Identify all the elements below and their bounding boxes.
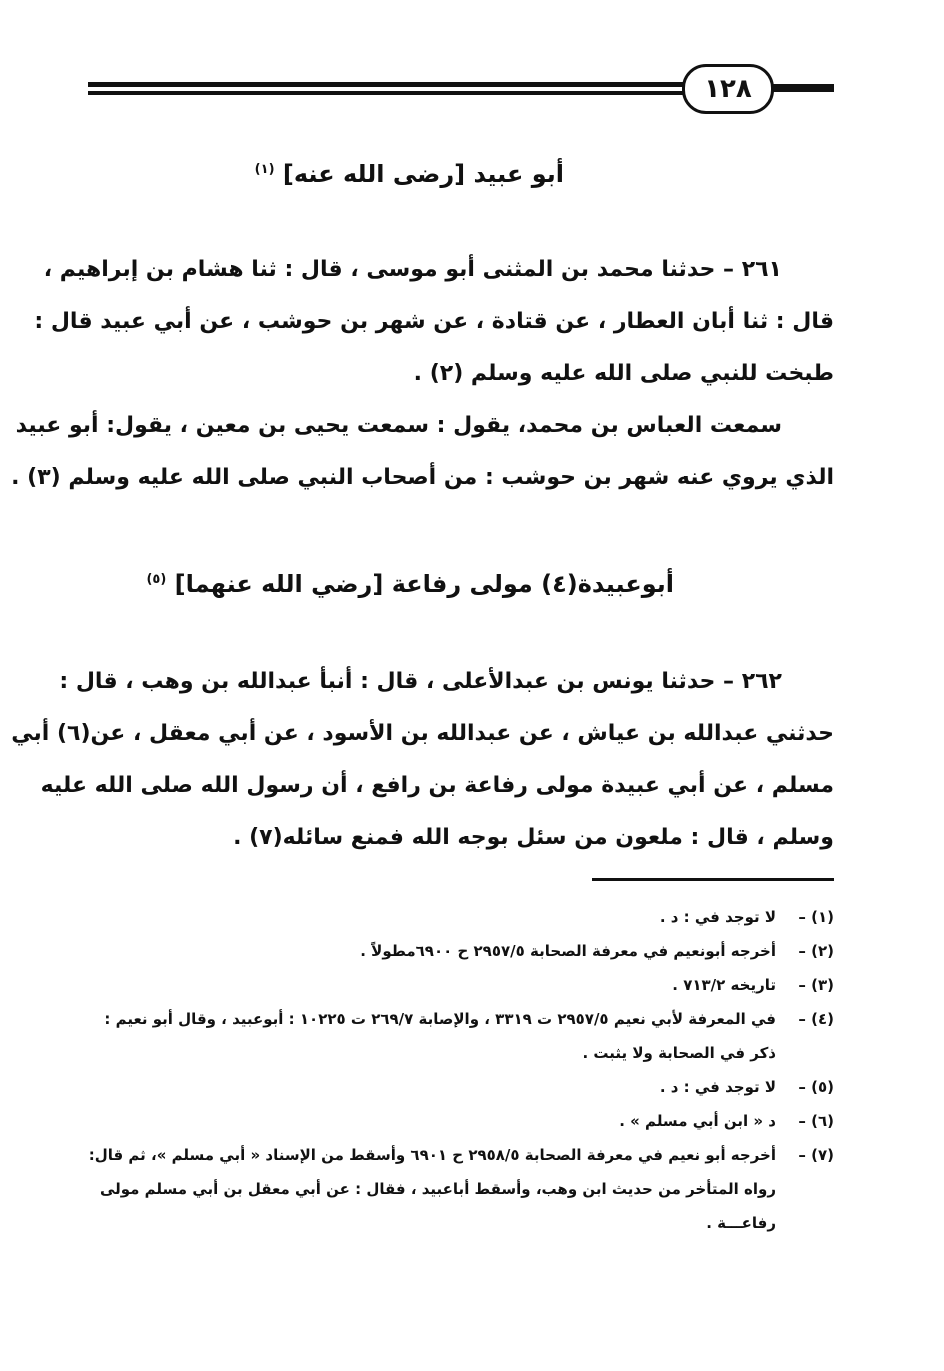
section2-title-note: (٥) bbox=[146, 572, 167, 587]
header-rule bbox=[88, 82, 686, 87]
footnote-item bbox=[88, 968, 834, 1002]
page-number: ١٢٨ bbox=[682, 64, 774, 114]
footnote-text: في المعرفة لأبي نعيم ٢٩٥٧/٥ ت ٣٣١٩ ، والإصابة ٢٦٩/٧ ت ١٠٢٢٥ : أبوعبيد ، وقال أبو نعيم : ذكر في الصحابة ولا يثبت . bbox=[104, 1010, 776, 1062]
footnote-item bbox=[88, 1138, 834, 1240]
footnote-item bbox=[88, 934, 834, 968]
footnote-item bbox=[88, 1104, 834, 1138]
footnote-separator bbox=[592, 878, 834, 881]
section1-paragraph-1 bbox=[34, 244, 834, 400]
footnote-number: (٥) – bbox=[798, 1078, 834, 1096]
section2-title-text: أبوعبيدة(٤) مولى رفاعة [رضي الله عنهما] bbox=[174, 570, 674, 598]
section1-title bbox=[255, 160, 564, 188]
footnote-number: (١) – bbox=[798, 908, 834, 926]
section1-title-text: أبو عبيد [رضى الله عنه] bbox=[282, 160, 564, 188]
section1-paragraph-2 bbox=[11, 400, 834, 504]
footnote-number: (٦) – bbox=[798, 1112, 834, 1130]
footnote-text: أخرجه أبونعيم في معرفة الصحابة ٢٩٥٧/٥ ح ٦٩٠٠مطولاً . bbox=[360, 942, 776, 960]
paragraph-line: طبخت للنبي صلى الله عليه وسلم (٢) . bbox=[413, 361, 834, 386]
footnote-text: لا توجد في : د . bbox=[659, 1078, 776, 1096]
header-rule bbox=[88, 91, 686, 95]
paragraph-line: حدثني عبدالله بن عياش ، عن عبدالله بن الأسود ، عن أبي معقل ، عن(٦) أبي bbox=[11, 721, 834, 746]
footnote-item bbox=[88, 900, 834, 934]
footnote-text: لا توجد في : د . bbox=[659, 908, 776, 926]
footnote-number: (٣) – bbox=[798, 976, 834, 994]
section2-title bbox=[146, 570, 674, 598]
paragraph-line: ٢٦١ – حدثنا محمد بن المثنى أبو موسى ، قال : ثنا هشام بن إبراهيم ، bbox=[43, 257, 782, 282]
page-header bbox=[88, 62, 834, 114]
paragraph-line: ٢٦٢ – حدثنا يونس بن عبدالأعلى ، قال : أنبأ عبدالله بن وهب ، قال : bbox=[59, 669, 782, 694]
footnote-number: (٢) – bbox=[798, 942, 834, 960]
paragraph-line: وسلم ، قال : ملعون من سئل بوجه الله فمنع سائله(٧) . bbox=[233, 825, 834, 850]
paragraph-line: قال : ثنا أبان العطار ، عن قتادة ، عن شهر بن حوشب ، عن أبي عبيد قال : bbox=[34, 309, 834, 334]
footnotes bbox=[88, 900, 834, 1240]
paragraph-line: الذي يروي عنه شهر بن حوشب : من أصحاب النبي صلى الله عليه وسلم (٣) . bbox=[11, 465, 834, 490]
footnote-text: د « ابن أبي مسلم » . bbox=[619, 1112, 776, 1130]
section2-paragraph bbox=[11, 656, 834, 864]
footnote-item bbox=[88, 1002, 834, 1070]
footnote-text: تاريخه ٧١٣/٢ . bbox=[672, 976, 776, 994]
footnote-text: أخرجه أبو نعيم في معرفة الصحابة ٢٩٥٨/٥ ح ٦٩٠١ وأسقط من الإسناد « أبي مسلم »، ثم قال: رواه المتأخر من حديث ابن وهب، وأسقط أباعبيد ، فقال : عن أبي معقل بن أبي مسلم مولى رفاعـــة . bbox=[88, 1146, 776, 1232]
header-rule bbox=[764, 84, 834, 92]
paragraph-line: سمعت العباس بن محمد، يقول : سمعت يحيى بن معين ، يقول: أبو عبيد bbox=[15, 413, 782, 438]
footnote-item bbox=[88, 1070, 834, 1104]
footnote-number: (٧) – bbox=[798, 1146, 834, 1164]
footnote-number: (٤) – bbox=[798, 1010, 834, 1028]
section1-title-note: (١) bbox=[254, 162, 275, 177]
paragraph-line: مسلم ، عن أبي عبيدة مولى رفاعة بن رافع ، أن رسول الله صلى الله عليه bbox=[40, 773, 834, 798]
